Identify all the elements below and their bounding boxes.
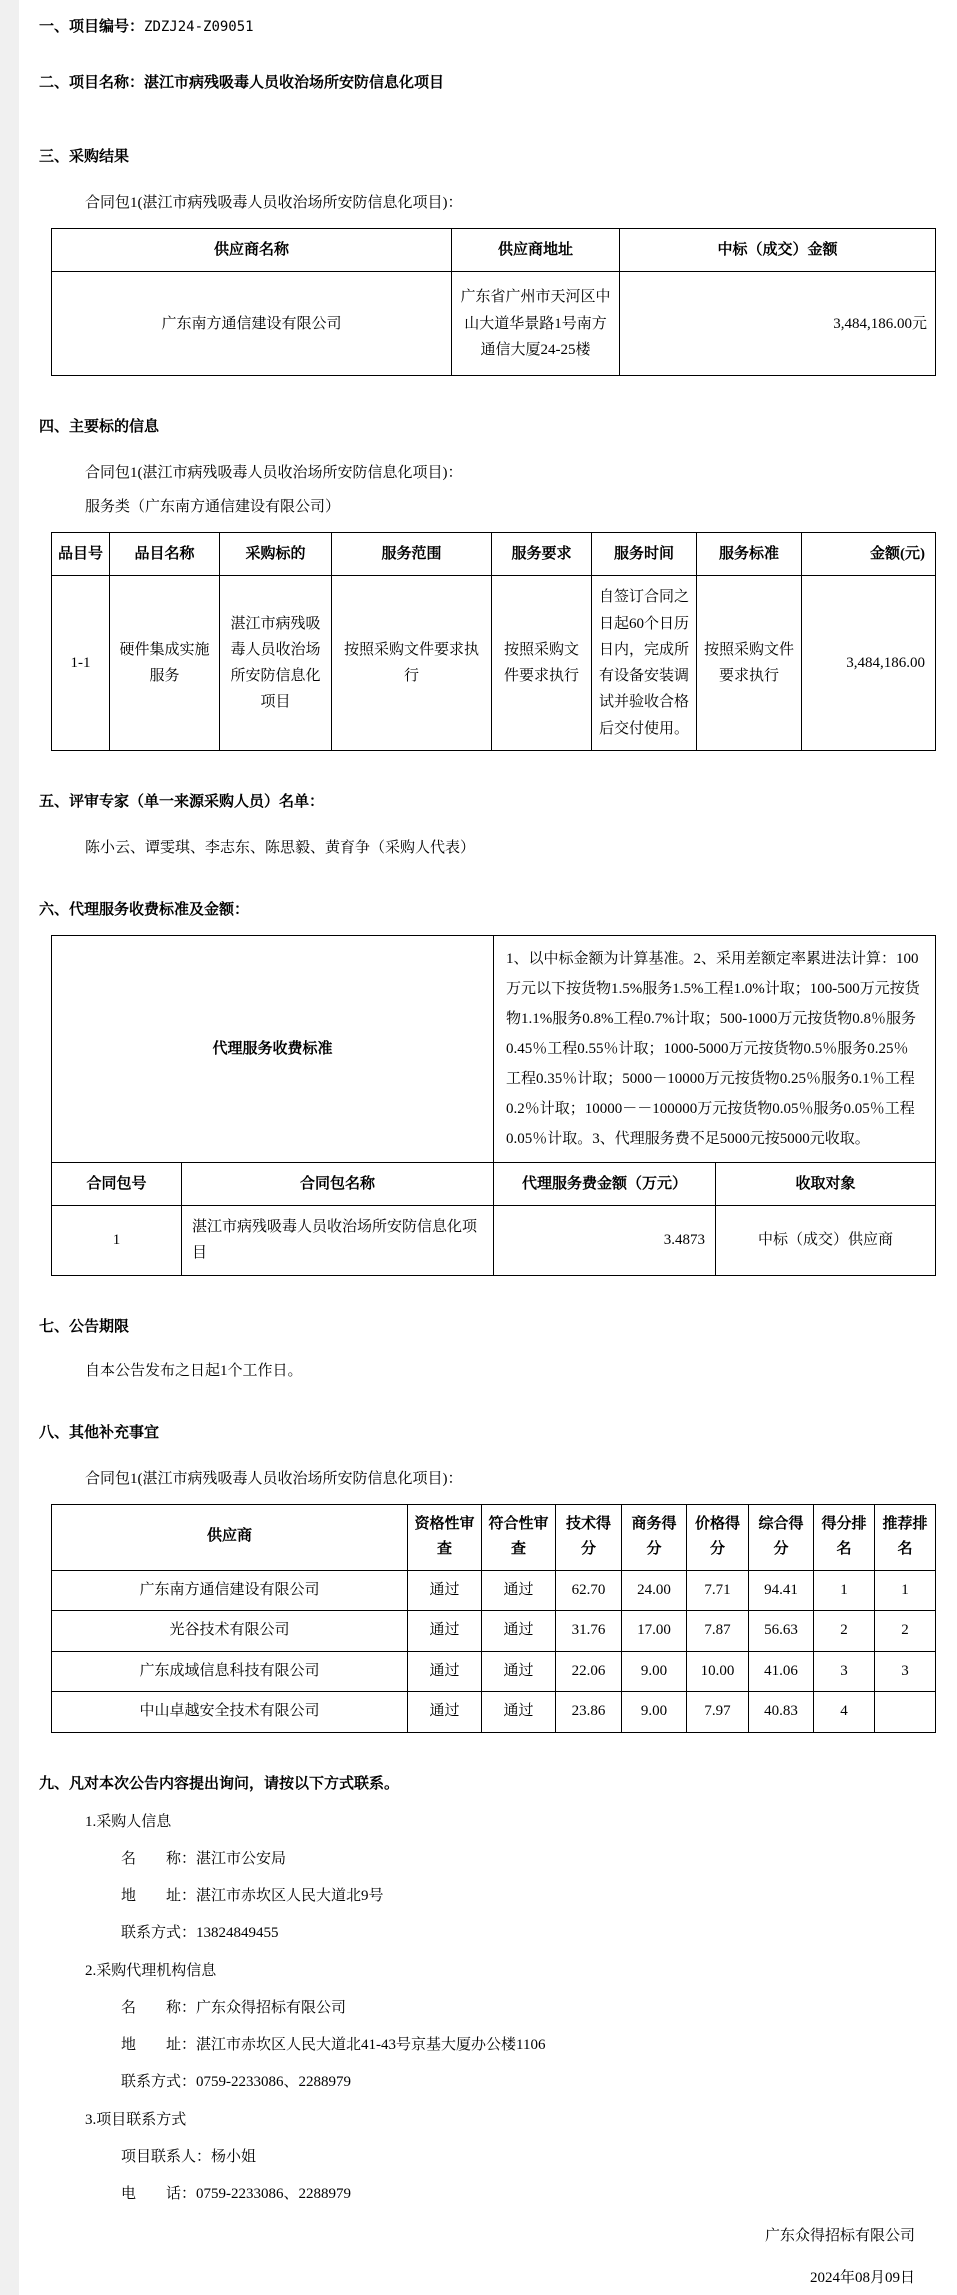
cell-supplier: 中山卓越安全技术有限公司: [52, 1692, 408, 1733]
header-price-score: 价格得分: [687, 1504, 749, 1570]
notice-period-text: 自本公告发布之日起1个工作日。: [85, 1362, 303, 1379]
purchaser-info-heading: 1.采购人信息: [85, 1813, 172, 1830]
purchaser-phone: 联系方式：13824849455: [121, 1924, 279, 1941]
cell-total: 94.41: [749, 1570, 814, 1611]
cell-qualification: 通过: [408, 1692, 482, 1733]
header-total-score: 综合得分: [749, 1504, 814, 1570]
cell-business: 24.00: [622, 1570, 687, 1611]
header-service-standard: 服务标准: [697, 533, 802, 576]
expert-names: 陈小云、谭雯琪、李志东、陈思毅、黄育争（采购人代表）: [85, 839, 476, 856]
cell-price: 7.97: [687, 1692, 749, 1733]
document-footer: [39, 2225, 935, 2289]
section-title-contact: 九、凡对本次公告内容提出询问，请按以下方式联系。: [39, 1775, 400, 1792]
section-title-procurement-result: 三、采购结果: [39, 149, 130, 165]
header-recommend-rank: 推荐排名: [875, 1504, 936, 1570]
agency-name: 名 称：广东众得招标有限公司: [121, 1999, 347, 2016]
cell-recommend-rank: [875, 1692, 936, 1733]
header-package-name: 合同包名称: [182, 1162, 494, 1205]
header-item-no: 品目号: [52, 533, 110, 576]
cell-compliance: 通过: [482, 1570, 556, 1611]
page-edge-strip: [0, 0, 19, 2295]
project-number-value: ZDZJ24-Z09051: [144, 19, 254, 35]
cell-supplier: 光谷技术有限公司: [52, 1611, 408, 1652]
fee-standard-row: [52, 935, 936, 1162]
agency-phone: 联系方式：0759-2233086、2288979: [121, 2073, 351, 2090]
cell-fee-amount: 3.4873: [494, 1206, 716, 1276]
cell-qualification: 通过: [408, 1651, 482, 1692]
cell-recommend-rank: 1: [875, 1570, 936, 1611]
fee-standard-label: 代理服务收费标准: [52, 935, 494, 1162]
announcement-document: [19, 0, 957, 2289]
cell-score-rank: 3: [814, 1651, 875, 1692]
table-row: [52, 1692, 936, 1733]
supplier-score-table: [51, 1504, 936, 1733]
cell-business: 17.00: [622, 1611, 687, 1652]
table-row: [52, 1611, 936, 1652]
cell-amount: 3,484,186.00: [802, 576, 936, 751]
cell-award-amount: 3,484,186.00元: [620, 272, 936, 376]
header-compliance-review: 符合性审查: [482, 1504, 556, 1570]
cell-compliance: 通过: [482, 1692, 556, 1733]
cell-technical: 23.86: [556, 1692, 622, 1733]
cell-service-scope: 按照采购文件要求执行: [332, 576, 492, 751]
fee-standard-text: 1、以中标金额为计算基准。2、采用差额定率累进法计算：100万元以下按货物1.5%服务1.5%工程1.0%计取；100-500万元按货物1.1%服务0.8%工程0.7%计取；500-1000万元按货物0.8％服务0.45％工程0.55％计取；1000-5000万元按货物0.5％服务0.25％工程0.35％计取；5000－10000万元按货物0.25％服务0.1％工程0.2％计取；10000－－100000万元按货物0.05％服务0.05％工程0.05％计取。3、代理服务费不足5000元按5000元收取。: [494, 935, 936, 1162]
section-title-supplement: 八、其他补充事宜: [39, 1424, 160, 1441]
cell-fee-payer: 中标（成交）供应商: [716, 1206, 936, 1276]
table-row: [52, 1651, 936, 1692]
cell-service-time: 自签订合同之日起60个日历日内，完成所有设备安装调试并验收合格后交付使用。: [592, 576, 697, 751]
project-contact-heading: 3.项目联系方式: [85, 2111, 187, 2128]
project-number-line: [39, 16, 935, 38]
result-package-line: 合同包1(湛江市病残吸毒人员收治场所安防信息化项目)：: [85, 195, 463, 211]
header-service-time: 服务时间: [592, 533, 697, 576]
purchaser-name: 名 称：湛江市公安局: [121, 1850, 287, 1867]
project-contact-phone: 电 话：0759-2233086、2288979: [121, 2185, 351, 2202]
cell-supplier-name: 广东南方通信建设有限公司: [52, 272, 452, 376]
cell-price: 7.87: [687, 1611, 749, 1652]
header-score-rank: 得分排名: [814, 1504, 875, 1570]
cell-supplier: 广东成域信息科技有限公司: [52, 1651, 408, 1692]
project-name-line: 二、项目名称：湛江市病残吸毒人员收治场所安防信息化项目: [39, 75, 445, 91]
section-title-notice-period: 七、公告期限: [39, 1318, 130, 1335]
header-supplier-address: 供应商地址: [452, 229, 620, 272]
cell-package-no: 1: [52, 1206, 182, 1276]
subject-category-line: 服务类（广东南方通信建设有限公司）: [85, 499, 341, 515]
purchaser-address: 地 址：湛江市赤坎区人民大道北9号: [121, 1887, 384, 1904]
header-package-no: 合同包号: [52, 1162, 182, 1205]
cell-supplier-address: 广东省广州市天河区中山大道华景路1号南方通信大厦24-25楼: [452, 272, 620, 376]
section-title-agency-fee: 六、代理服务收费标准及金额：: [39, 901, 250, 918]
header-qualification-review: 资格性审查: [408, 1504, 482, 1570]
cell-service-standard: 按照采购文件要求执行: [697, 576, 802, 751]
cell-technical: 22.06: [556, 1651, 622, 1692]
header-supplier-name: 供应商名称: [52, 229, 452, 272]
table-header-row: [52, 533, 936, 576]
table-header-row: [52, 229, 936, 272]
cell-total: 56.63: [749, 1611, 814, 1652]
cell-qualification: 通过: [408, 1570, 482, 1611]
header-amount: 金额(元): [802, 533, 936, 576]
procurement-result-table: [51, 228, 936, 376]
header-supplier: 供应商: [52, 1504, 408, 1570]
cell-qualification: 通过: [408, 1611, 482, 1652]
table-row: [52, 272, 936, 376]
cell-service-requirement: 按照采购文件要求执行: [492, 576, 592, 751]
cell-price: 7.71: [687, 1570, 749, 1611]
cell-item-no: 1-1: [52, 576, 110, 751]
cell-supplier: 广东南方通信建设有限公司: [52, 1570, 408, 1611]
cell-business: 9.00: [622, 1692, 687, 1733]
header-award-amount: 中标（成交）金额: [620, 229, 936, 272]
header-service-scope: 服务范围: [332, 533, 492, 576]
agency-info-heading: 2.采购代理机构信息: [85, 1962, 217, 1979]
cell-technical: 62.70: [556, 1570, 622, 1611]
cell-price: 10.00: [687, 1651, 749, 1692]
agency-fee-table: [51, 935, 936, 1276]
cell-compliance: 通过: [482, 1611, 556, 1652]
table-header-row: [52, 1162, 936, 1205]
table-row: [52, 576, 936, 751]
section-title-main-subject: 四、主要标的信息: [39, 419, 160, 435]
cell-compliance: 通过: [482, 1651, 556, 1692]
main-subject-table: [51, 532, 936, 751]
cell-technical: 31.76: [556, 1611, 622, 1652]
project-contact-person: 项目联系人：杨小姐: [121, 2148, 257, 2165]
header-subject: 采购标的: [220, 533, 332, 576]
table-header-row: [52, 1504, 936, 1570]
cell-item-name: 硬件集成实施服务: [110, 576, 220, 751]
footer-date: 2024年08月09日: [809, 2269, 915, 2286]
supplement-package-line: 合同包1(湛江市病残吸毒人员收治场所安防信息化项目)：: [85, 1470, 463, 1487]
header-business-score: 商务得分: [622, 1504, 687, 1570]
header-technical-score: 技术得分: [556, 1504, 622, 1570]
agency-address: 地 址：湛江市赤坎区人民大道北41-43号京基大厦办公楼1106: [121, 2036, 546, 2053]
cell-recommend-rank: 3: [875, 1651, 936, 1692]
subject-package-line: 合同包1(湛江市病残吸毒人员收治场所安防信息化项目)：: [85, 465, 463, 481]
header-service-requirement: 服务要求: [492, 533, 592, 576]
table-row: [52, 1570, 936, 1611]
cell-total: 41.06: [749, 1651, 814, 1692]
cell-package-name: 湛江市病残吸毒人员收治场所安防信息化项目: [182, 1206, 494, 1276]
header-item-name: 品目名称: [110, 533, 220, 576]
header-fee-payer: 收取对象: [716, 1162, 936, 1205]
cell-total: 40.83: [749, 1692, 814, 1733]
cell-subject: 湛江市病残吸毒人员收治场所安防信息化项目: [220, 576, 332, 751]
cell-score-rank: 1: [814, 1570, 875, 1611]
section-title-experts: 五、评审专家（单一来源采购人员）名单：: [39, 793, 325, 810]
cell-recommend-rank: 2: [875, 1611, 936, 1652]
cell-business: 9.00: [622, 1651, 687, 1692]
header-fee-amount: 代理服务费金额（万元）: [494, 1162, 716, 1205]
table-row: [52, 1206, 936, 1276]
footer-organization: 广东众得招标有限公司: [764, 2227, 915, 2244]
cell-score-rank: 2: [814, 1611, 875, 1652]
project-number-label: 一、项目编号：: [39, 19, 145, 35]
cell-score-rank: 4: [814, 1692, 875, 1733]
